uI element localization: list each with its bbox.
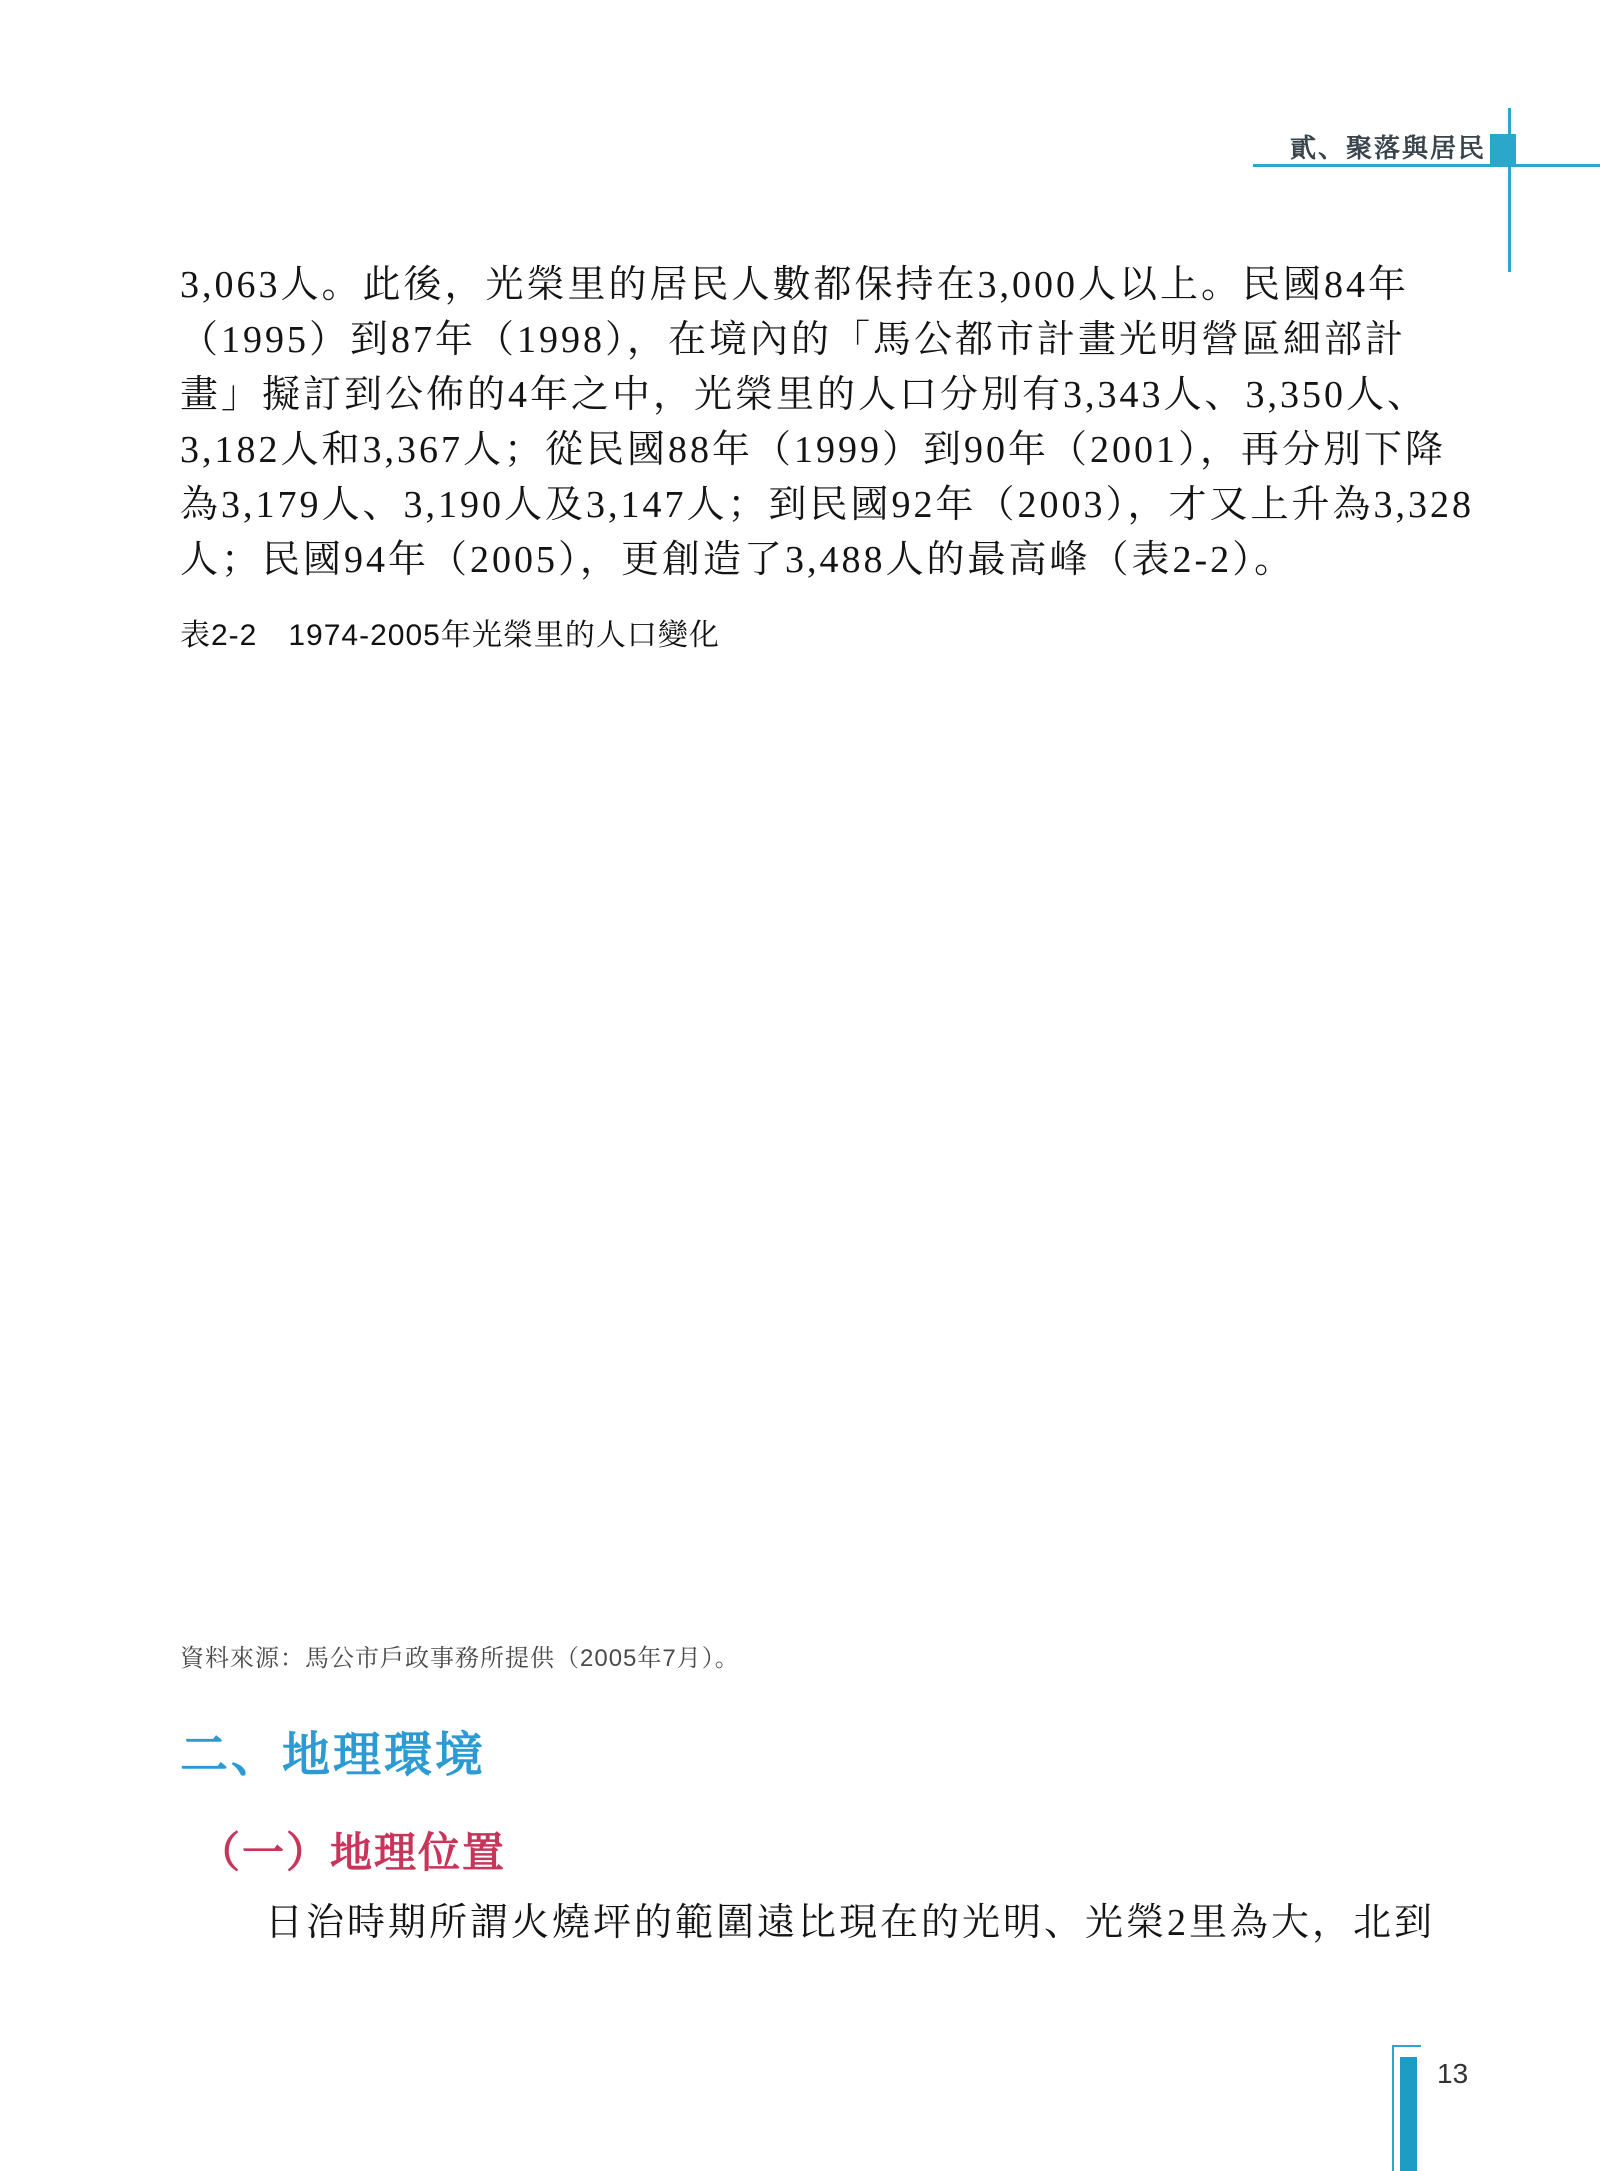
- body-paragraph: 日治時期所謂火燒坪的範圍遠比現在的光明、光榮2里為大，北到: [265, 1902, 1436, 1944]
- header-horizontal-rule: [1253, 164, 1600, 167]
- paragraph-line: 畫」擬訂到公佈的4年之中，光榮里的人口分別有3,343人、3,350人、: [180, 374, 1429, 416]
- paragraph-line: （1995）到87年（1998），在境內的「馬公都市計畫光明營區細部計: [180, 319, 1407, 361]
- header-vertical-rule: [1508, 108, 1511, 272]
- table-source-note: 資料來源：馬公市戶政事務所提供（2005年7月）。: [180, 1645, 740, 1672]
- header-accent-square: [1490, 134, 1516, 167]
- running-head-section-label: 貳、聚落與居民: [1289, 133, 1486, 163]
- subsection-heading: （一）地理位置: [198, 1829, 507, 1876]
- table-title: 表2-2 1974-2005年光榮里的人口變化: [180, 619, 720, 652]
- intro-paragraph: [180, 258, 1500, 588]
- footer-accent-bar: [1400, 2057, 1417, 2171]
- paragraph-line: 3,182人和3,367人；從民國88年（1999）到90年（2001），再分別下降: [180, 429, 1447, 471]
- paragraph-line: 為3,179人、3,190人及3,147人；到民國92年（2003），才又上升為3,328: [180, 484, 1475, 526]
- page-number: 13: [1437, 2058, 1469, 2089]
- section-heading: 二、地理環境: [180, 1729, 487, 1782]
- paragraph-line: 3,063人。此後，光榮里的居民人數都保持在3,000人以上。民國84年: [180, 264, 1410, 306]
- paragraph-line: 人；民國94年（2005），更創造了3,488人的最高峰（表2-2）。: [180, 539, 1296, 581]
